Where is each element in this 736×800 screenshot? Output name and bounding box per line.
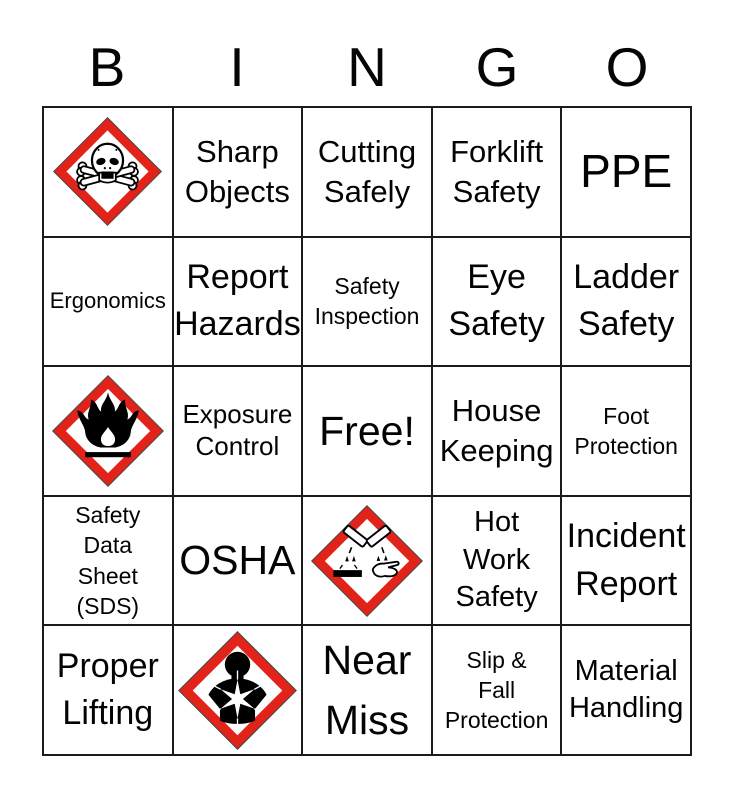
cell-text-line: Report [186,257,289,296]
bingo-cell-r3c1[interactable] [44,367,172,495]
bingo-cell-r4c4[interactable] [433,497,561,625]
corrosion-icon [310,504,424,618]
title-letter-4: O [605,36,649,98]
bingo-cell-r1c2[interactable] [174,108,302,236]
skull-crossbones-icon [52,116,163,227]
bingo-cell-r1c4[interactable] [433,108,561,236]
title-letter-1: I [229,36,245,98]
bingo-cell-r1c1[interactable] [44,108,172,236]
cell-text-line: Keeping [439,432,554,468]
health-hazard-icon [177,630,298,751]
bingo-cell-r3c4[interactable] [433,367,561,495]
cell-text-line: OSHA [179,537,296,584]
cell-text-line: Handling [568,692,684,725]
bingo-cell-r3c5[interactable] [562,367,690,495]
cell-text-line: Protection [574,432,678,459]
health-hazard-icon [177,630,298,751]
cell-text-line: Safety [75,501,141,528]
cell-text-line: Near [322,636,412,683]
cell-text-line: Miss [324,697,410,744]
bingo-cell-r3c3[interactable] [303,367,431,495]
cell-text-line: Inspection [314,303,420,330]
bingo-cell-r1c3[interactable] [303,108,431,236]
bingo-cell-r4c5[interactable] [562,497,690,625]
bingo-cell-r5c3[interactable] [303,626,431,754]
bingo-cell-r2c5[interactable] [562,238,690,366]
bingo-cell-r3c2[interactable] [174,367,302,495]
cell-text-line: Work [463,543,531,576]
cell-text-line: (SDS) [76,592,140,619]
bingo-cell-r2c3[interactable] [303,238,431,366]
cell-text-line: Sharp [196,134,279,170]
corrosion-icon [310,504,424,618]
cell-text-line: Control [195,430,280,461]
cell-text-line: Fall [478,677,516,703]
page-title [42,36,692,98]
cell-text-line: Data [83,532,133,559]
title-letter-3: G [475,36,519,98]
title-letter-0: B [88,36,126,98]
cell-text-line: Ergonomics [49,288,166,314]
cell-text-line: PPE [580,145,673,198]
cell-text-line: Safety [448,305,545,344]
cell-text-line: Protection [444,707,549,734]
cell-text-line: House [451,393,542,429]
cell-text-line: Foot [603,402,650,429]
cell-text-line: Safely [323,173,411,209]
cell-text-line: Cutting [317,134,417,170]
cell-text-line: Free! [319,407,415,454]
bingo-cell-r2c2[interactable] [174,238,302,366]
bingo-cell-r5c2[interactable] [174,626,302,754]
cell-text-line: Forklift [450,134,544,170]
cell-text-line: Eye [467,257,526,296]
flame-icon [51,374,165,488]
cell-text-line: Lifting [62,694,154,733]
bingo-cell-r5c1[interactable] [44,626,172,754]
title-letter-2: N [347,36,387,98]
cell-text-line: Slip & [466,646,527,673]
cell-text-line: Sheet [77,562,138,589]
flame-icon [51,374,165,488]
cell-text-line: Report [575,564,678,603]
cell-text-line: Ladder [573,257,680,296]
bingo-cell-r4c2[interactable] [174,497,302,625]
bingo-grid [42,106,692,756]
cell-text-line: Proper [56,646,159,685]
cell-text-line: Objects [184,173,290,209]
bingo-cell-r2c1[interactable] [44,238,172,366]
cell-text-line: Incident [566,517,686,555]
bingo-cell-r4c3[interactable] [303,497,431,625]
bingo-cell-r2c4[interactable] [433,238,561,366]
cell-text-line: Safety [455,581,538,614]
bingo-cell-r5c5[interactable] [562,626,690,754]
cell-text-line: Safety [577,305,675,344]
bingo-cell-r1c5[interactable] [562,108,690,236]
cell-text-line: Hazards [174,305,301,344]
cell-text-line: Exposure [182,399,293,430]
bingo-cell-r5c4[interactable] [433,626,561,754]
cell-text-line: Safety [452,173,541,209]
cell-text-line: Safety [334,273,400,300]
skull-crossbones-icon [52,116,163,227]
cell-text-line: Material [574,654,678,687]
bingo-cell-r4c1[interactable] [44,497,172,625]
cell-text-line: Hot [474,506,520,539]
